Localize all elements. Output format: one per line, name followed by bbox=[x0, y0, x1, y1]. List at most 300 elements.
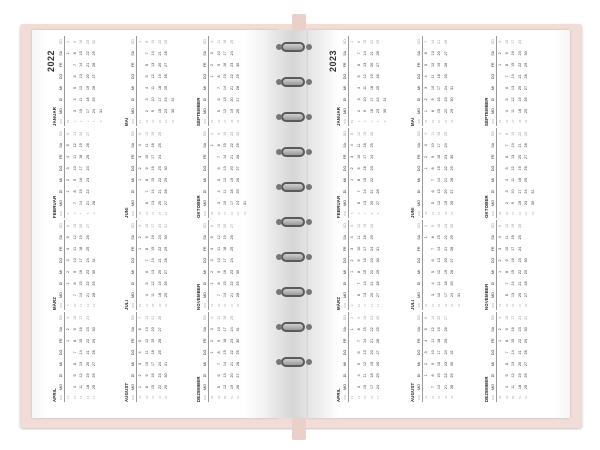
week-number: 39 bbox=[210, 211, 214, 216]
day-cell: 6 bbox=[144, 201, 149, 205]
day-cell: 16 bbox=[79, 269, 84, 275]
day-cell: 6 bbox=[504, 155, 509, 158]
day-cell bbox=[65, 105, 72, 117]
day-cell: 12 bbox=[151, 74, 156, 79]
day-cell: 28 bbox=[92, 350, 97, 355]
day-cell: 17 bbox=[369, 97, 374, 102]
day-cell: 18 bbox=[151, 350, 156, 355]
day-cell: 17 bbox=[151, 361, 156, 367]
day-cell: 10 bbox=[504, 39, 509, 44]
day-cell: 21 bbox=[85, 62, 90, 67]
weekday-label: SA bbox=[417, 326, 421, 332]
day-cell bbox=[423, 197, 430, 209]
weekday-label: DO bbox=[131, 349, 135, 356]
punch-hole bbox=[276, 149, 282, 155]
day-cell: 27 bbox=[92, 361, 97, 367]
day-cell: 26 bbox=[450, 200, 455, 206]
day-cell: 18 bbox=[443, 281, 448, 286]
weekday-label: DO bbox=[491, 73, 495, 80]
day-cell: 19 bbox=[437, 62, 442, 67]
day-cell: 27 bbox=[524, 154, 529, 159]
day-cell: 20 bbox=[517, 85, 522, 91]
day-cell: 7 bbox=[430, 178, 435, 181]
day-cell: 17 bbox=[443, 292, 448, 298]
weekday-label: DI bbox=[203, 281, 207, 286]
week-row bbox=[229, 36, 236, 126]
day-cell: 1 bbox=[210, 282, 214, 285]
day-cell: 28 bbox=[164, 258, 169, 263]
day-cell: 21 bbox=[229, 154, 234, 159]
weekday-label: SA bbox=[131, 234, 135, 240]
day-cell bbox=[209, 289, 216, 301]
day-cell: 31 bbox=[450, 85, 455, 91]
week-row bbox=[209, 36, 216, 126]
month-november bbox=[196, 220, 260, 310]
day-cell bbox=[497, 151, 504, 163]
day-cell bbox=[382, 36, 389, 48]
weekday-label: KW bbox=[417, 118, 421, 124]
day-cell bbox=[91, 232, 98, 244]
day-cell: 3 bbox=[66, 167, 70, 170]
weekday-label: DI bbox=[131, 373, 135, 378]
day-cell: 7 bbox=[356, 282, 361, 285]
weekday-label: KW bbox=[203, 302, 207, 308]
day-cell: 14 bbox=[223, 154, 228, 159]
day-cell: 5 bbox=[424, 63, 428, 66]
day-cell: 27 bbox=[157, 327, 162, 332]
day-cell: 7 bbox=[430, 247, 435, 250]
day-cell: 13 bbox=[79, 361, 84, 367]
week-number: 6 bbox=[72, 212, 77, 215]
day-cell: 28 bbox=[157, 315, 162, 320]
month-april bbox=[336, 312, 400, 402]
day-cell: 5 bbox=[424, 328, 428, 331]
day-cell: 21 bbox=[437, 39, 442, 44]
day-cell: 30 bbox=[376, 258, 381, 263]
day-cell: 15 bbox=[363, 39, 368, 44]
day-cell: 18 bbox=[511, 235, 516, 240]
day-cell: 20 bbox=[79, 131, 84, 136]
weekday-label: FR bbox=[343, 338, 347, 344]
day-cell: 13 bbox=[151, 200, 156, 206]
day-cell: 10 bbox=[72, 166, 77, 171]
week-row bbox=[430, 312, 437, 402]
day-cell bbox=[98, 36, 105, 48]
day-cell: 4 bbox=[66, 155, 70, 158]
weekday-label: FR bbox=[203, 246, 207, 252]
week-number: 35 bbox=[210, 119, 214, 124]
punch-hole bbox=[306, 114, 312, 120]
punch-hole bbox=[276, 324, 282, 330]
day-cell: 24 bbox=[369, 154, 374, 159]
day-cell: 27 bbox=[236, 97, 241, 102]
weekday-label: KW bbox=[491, 394, 495, 400]
day-cell bbox=[235, 255, 242, 267]
week-row bbox=[497, 36, 504, 126]
weekday-label: KW bbox=[343, 302, 347, 308]
week-row bbox=[216, 128, 223, 218]
week-row bbox=[436, 128, 443, 218]
day-cell: 26 bbox=[157, 338, 162, 343]
weekday-label: DO bbox=[131, 257, 135, 264]
month-maerz bbox=[52, 220, 116, 310]
day-cell bbox=[349, 59, 356, 71]
day-cell: 17 bbox=[79, 315, 84, 320]
day-cell bbox=[523, 220, 530, 232]
spiral-ring bbox=[281, 77, 305, 87]
day-cell: 23 bbox=[157, 166, 162, 171]
day-cell: 30 bbox=[450, 154, 455, 159]
day-cell bbox=[423, 278, 430, 290]
day-cell: 18 bbox=[157, 292, 162, 298]
day-cell: 8 bbox=[144, 385, 149, 389]
day-cell bbox=[163, 140, 170, 152]
day-cell: 11 bbox=[144, 350, 149, 355]
weekday-label: KW bbox=[417, 210, 421, 216]
week-row bbox=[157, 220, 164, 310]
week-row bbox=[423, 128, 430, 218]
day-cell: 30 bbox=[92, 269, 97, 275]
day-cell: 18 bbox=[223, 315, 228, 320]
day-cell: 29 bbox=[376, 327, 381, 332]
week-number: 5 bbox=[350, 212, 354, 215]
weekday-label: MI bbox=[417, 85, 421, 90]
day-cell: 9 bbox=[72, 178, 77, 181]
day-cell: 8 bbox=[504, 339, 509, 342]
punch-hole bbox=[306, 79, 312, 85]
weekday-label: MI bbox=[59, 361, 63, 366]
week-row bbox=[78, 36, 85, 126]
day-cell: 14 bbox=[511, 74, 516, 79]
day-cell: 21 bbox=[85, 350, 90, 355]
day-cell bbox=[423, 381, 430, 393]
day-cell: 31 bbox=[382, 97, 387, 102]
day-cell: 23 bbox=[229, 62, 234, 67]
day-cell: 29 bbox=[164, 384, 169, 390]
day-cell bbox=[137, 266, 144, 278]
day-cell: 10 bbox=[151, 97, 156, 102]
week-row bbox=[510, 128, 517, 218]
day-cell: 6 bbox=[66, 224, 70, 227]
week-row bbox=[375, 128, 382, 218]
day-cell: 9 bbox=[356, 167, 361, 170]
day-cell: 2 bbox=[138, 167, 142, 170]
week-row bbox=[504, 128, 511, 218]
day-cell: 31 bbox=[236, 327, 241, 332]
day-cell: 11 bbox=[144, 143, 149, 148]
day-cell: 17 bbox=[223, 51, 228, 56]
day-cell: 22 bbox=[157, 177, 162, 183]
day-cell: 14 bbox=[511, 281, 516, 286]
week-number: 37 bbox=[511, 119, 516, 124]
day-cell bbox=[375, 174, 382, 186]
day-cell: 14 bbox=[223, 292, 228, 298]
weekday-label: DO bbox=[417, 349, 421, 356]
day-cell: 27 bbox=[524, 292, 529, 298]
week-row bbox=[362, 36, 369, 126]
week-row bbox=[235, 128, 242, 218]
day-cell: 27 bbox=[376, 350, 381, 355]
day-cell: 20 bbox=[369, 62, 374, 67]
day-cell: 12 bbox=[363, 74, 368, 79]
day-cell: 30 bbox=[236, 62, 241, 67]
spiral-ring bbox=[281, 147, 305, 157]
weekday-label: MI bbox=[343, 269, 347, 274]
day-cell: 4 bbox=[144, 293, 149, 297]
day-cell: 9 bbox=[144, 374, 149, 377]
day-cell: 20 bbox=[369, 292, 374, 298]
day-cell: 7 bbox=[356, 339, 361, 342]
day-cell: 25 bbox=[92, 384, 97, 390]
weekday-label: SO bbox=[417, 223, 421, 229]
week-row bbox=[349, 220, 356, 310]
day-cell: 2 bbox=[66, 328, 70, 331]
day-cell: 6 bbox=[430, 259, 435, 262]
day-cell: 14 bbox=[437, 246, 442, 251]
weekday-label: DO bbox=[59, 257, 63, 264]
day-cell: 11 bbox=[72, 154, 77, 159]
day-cell: 16 bbox=[363, 315, 368, 320]
day-cell: 8 bbox=[504, 132, 509, 135]
weekday-label: SO bbox=[491, 131, 495, 137]
punch-hole bbox=[306, 359, 312, 365]
day-cell: 25 bbox=[524, 108, 529, 114]
day-cell: 31 bbox=[524, 315, 529, 320]
weekday-label: MO bbox=[417, 200, 421, 206]
day-cell: 2 bbox=[138, 374, 142, 377]
day-cell bbox=[530, 140, 537, 152]
day-cell bbox=[163, 151, 170, 163]
day-cell: 11 bbox=[430, 338, 435, 343]
month-mai bbox=[410, 36, 474, 126]
week-number: 11 bbox=[79, 303, 84, 307]
day-cell bbox=[349, 370, 356, 382]
week-row bbox=[510, 312, 517, 402]
day-cell: 26 bbox=[443, 327, 448, 332]
week-row bbox=[229, 128, 236, 218]
week-number: 35 bbox=[164, 395, 169, 400]
week-row bbox=[91, 220, 98, 310]
week-number: 8 bbox=[85, 212, 90, 215]
week-number: 35 bbox=[498, 119, 502, 124]
day-cell: 23 bbox=[229, 269, 234, 275]
day-cell: 10 bbox=[144, 223, 149, 228]
week-row bbox=[449, 36, 456, 126]
day-cell: 5 bbox=[350, 132, 354, 135]
day-cell: 26 bbox=[85, 143, 90, 148]
day-cell: 3 bbox=[498, 247, 502, 250]
day-cell: 24 bbox=[157, 223, 162, 228]
day-cell: 15 bbox=[511, 131, 516, 136]
week-row bbox=[362, 312, 369, 402]
week-row bbox=[456, 220, 463, 310]
weekday-label: FR bbox=[131, 338, 135, 344]
weekday-label: MI bbox=[343, 177, 347, 182]
day-cell bbox=[65, 289, 72, 301]
day-cell: 2 bbox=[66, 270, 70, 273]
weekday-label: MO bbox=[131, 292, 135, 298]
month-august bbox=[124, 312, 188, 402]
day-cell: 2 bbox=[356, 109, 361, 113]
day-cell: 23 bbox=[443, 97, 448, 102]
day-cell: 27 bbox=[164, 62, 169, 67]
week-number: 44 bbox=[530, 211, 535, 216]
day-cell: 18 bbox=[363, 143, 368, 148]
day-cell: 27 bbox=[376, 200, 381, 206]
day-cell: 17 bbox=[511, 315, 516, 320]
day-cell: 19 bbox=[229, 177, 234, 183]
month-oktober bbox=[196, 128, 260, 218]
punch-hole bbox=[306, 184, 312, 190]
day-cell: 15 bbox=[437, 166, 442, 171]
week-row bbox=[375, 312, 382, 402]
day-cell bbox=[65, 82, 72, 94]
weekday-label: KW bbox=[417, 394, 421, 400]
day-cell: 7 bbox=[72, 293, 77, 297]
day-cell bbox=[137, 197, 144, 209]
day-cell: 6 bbox=[356, 293, 361, 297]
day-cell bbox=[497, 289, 504, 301]
day-cell: 3 bbox=[72, 109, 77, 113]
day-cell: 4 bbox=[504, 109, 509, 113]
week-number: 3 bbox=[369, 120, 374, 123]
week-number: 13 bbox=[92, 303, 97, 308]
day-cell: 21 bbox=[85, 292, 90, 298]
day-cell bbox=[98, 82, 105, 94]
day-cell: 11 bbox=[504, 235, 509, 240]
day-cell: 12 bbox=[223, 108, 228, 114]
weekday-label: SO bbox=[491, 315, 495, 321]
day-cell: 19 bbox=[369, 74, 374, 79]
weekday-label: SO bbox=[343, 223, 347, 229]
week-row bbox=[517, 220, 524, 310]
day-cell bbox=[242, 163, 249, 175]
weekday-label: DI bbox=[417, 97, 421, 102]
weekday-label: DI bbox=[203, 97, 207, 102]
day-cell: 13 bbox=[511, 154, 516, 159]
day-cell: 16 bbox=[511, 51, 516, 56]
day-cell: 30 bbox=[236, 131, 241, 136]
week-row bbox=[157, 36, 164, 126]
day-cell: 23 bbox=[164, 108, 169, 114]
day-cell: 11 bbox=[363, 85, 368, 90]
day-cell: 12 bbox=[151, 281, 156, 286]
week-number: 24 bbox=[437, 211, 442, 216]
day-cell: 20 bbox=[369, 350, 374, 355]
month-august bbox=[410, 312, 474, 402]
day-cell: 27 bbox=[443, 51, 448, 56]
day-cell bbox=[349, 197, 356, 209]
day-cell bbox=[65, 59, 72, 71]
day-cell bbox=[497, 71, 504, 83]
day-cell: 25 bbox=[92, 97, 97, 102]
day-cell bbox=[65, 370, 72, 382]
weekday-label: FR bbox=[59, 62, 63, 68]
weekday-label: DI bbox=[203, 373, 207, 378]
day-cell: 24 bbox=[443, 85, 448, 91]
day-cell: 6 bbox=[144, 63, 149, 66]
weekday-label: MI bbox=[417, 269, 421, 274]
day-cell: 7 bbox=[504, 144, 509, 147]
month-juli bbox=[124, 220, 188, 310]
day-cell: 19 bbox=[151, 131, 156, 136]
week-number: 48 bbox=[498, 395, 502, 400]
week-row bbox=[65, 220, 72, 310]
day-cell: 13 bbox=[151, 62, 156, 67]
day-cell bbox=[65, 358, 72, 370]
day-cell: 22 bbox=[229, 74, 234, 79]
punch-hole bbox=[306, 149, 312, 155]
day-cell: 9 bbox=[144, 236, 149, 239]
spiral-ring bbox=[281, 217, 305, 227]
day-cell: 24 bbox=[524, 189, 529, 194]
day-cell: 5 bbox=[504, 374, 509, 377]
day-cell bbox=[235, 312, 242, 324]
day-cell: 13 bbox=[437, 189, 442, 194]
day-cell: 25 bbox=[229, 315, 234, 320]
month-januar bbox=[336, 36, 400, 126]
week-number: 25 bbox=[443, 211, 448, 216]
day-cell: 24 bbox=[443, 143, 448, 148]
weekday-label: FR bbox=[203, 338, 207, 344]
day-cell: 19 bbox=[229, 384, 234, 390]
week-number: 2 bbox=[363, 120, 368, 123]
month-name: MÄRZ bbox=[52, 296, 57, 310]
weekday-label: KW bbox=[417, 302, 421, 308]
day-cell bbox=[375, 232, 382, 244]
week-row bbox=[349, 36, 356, 126]
punch-hole bbox=[306, 44, 312, 50]
day-cell: 10 bbox=[144, 154, 149, 159]
day-cell: 8 bbox=[430, 167, 435, 170]
day-cell: 6 bbox=[424, 52, 428, 55]
day-cell: 11 bbox=[430, 131, 435, 136]
week-row bbox=[216, 220, 223, 310]
day-cell: 17 bbox=[511, 39, 516, 44]
weekday-label: MI bbox=[203, 177, 207, 182]
day-cell: 5 bbox=[216, 178, 221, 181]
day-cell: 29 bbox=[164, 177, 169, 183]
day-cell: 19 bbox=[157, 281, 162, 286]
week-number: 34 bbox=[157, 395, 162, 400]
day-cell: 24 bbox=[236, 200, 241, 206]
day-cell: 2 bbox=[424, 224, 428, 227]
weekday-label: DI bbox=[59, 281, 63, 286]
weekday-label: SO bbox=[131, 131, 135, 137]
day-cell: 3 bbox=[210, 259, 214, 262]
weekday-label: DI bbox=[59, 373, 63, 378]
week-number: 31 bbox=[138, 395, 142, 400]
day-cell: 13 bbox=[216, 223, 221, 228]
day-cell: 23 bbox=[85, 39, 90, 44]
day-cell: 7 bbox=[144, 52, 149, 55]
day-cell bbox=[235, 36, 242, 48]
day-cell bbox=[242, 174, 249, 186]
weekday-label: DI bbox=[343, 373, 347, 378]
day-cell: 24 bbox=[85, 315, 90, 320]
day-cell: 5 bbox=[138, 339, 142, 342]
week-number: 16 bbox=[369, 395, 374, 400]
day-cell: 20 bbox=[229, 373, 234, 378]
day-cell: 15 bbox=[79, 189, 84, 194]
day-cell: 28 bbox=[524, 350, 529, 355]
day-cell bbox=[65, 381, 72, 393]
day-cell: 16 bbox=[223, 269, 228, 275]
day-cell bbox=[137, 289, 144, 301]
day-cell: 26 bbox=[236, 177, 241, 183]
day-cell: 14 bbox=[151, 51, 156, 56]
day-cell: 3 bbox=[66, 259, 70, 262]
